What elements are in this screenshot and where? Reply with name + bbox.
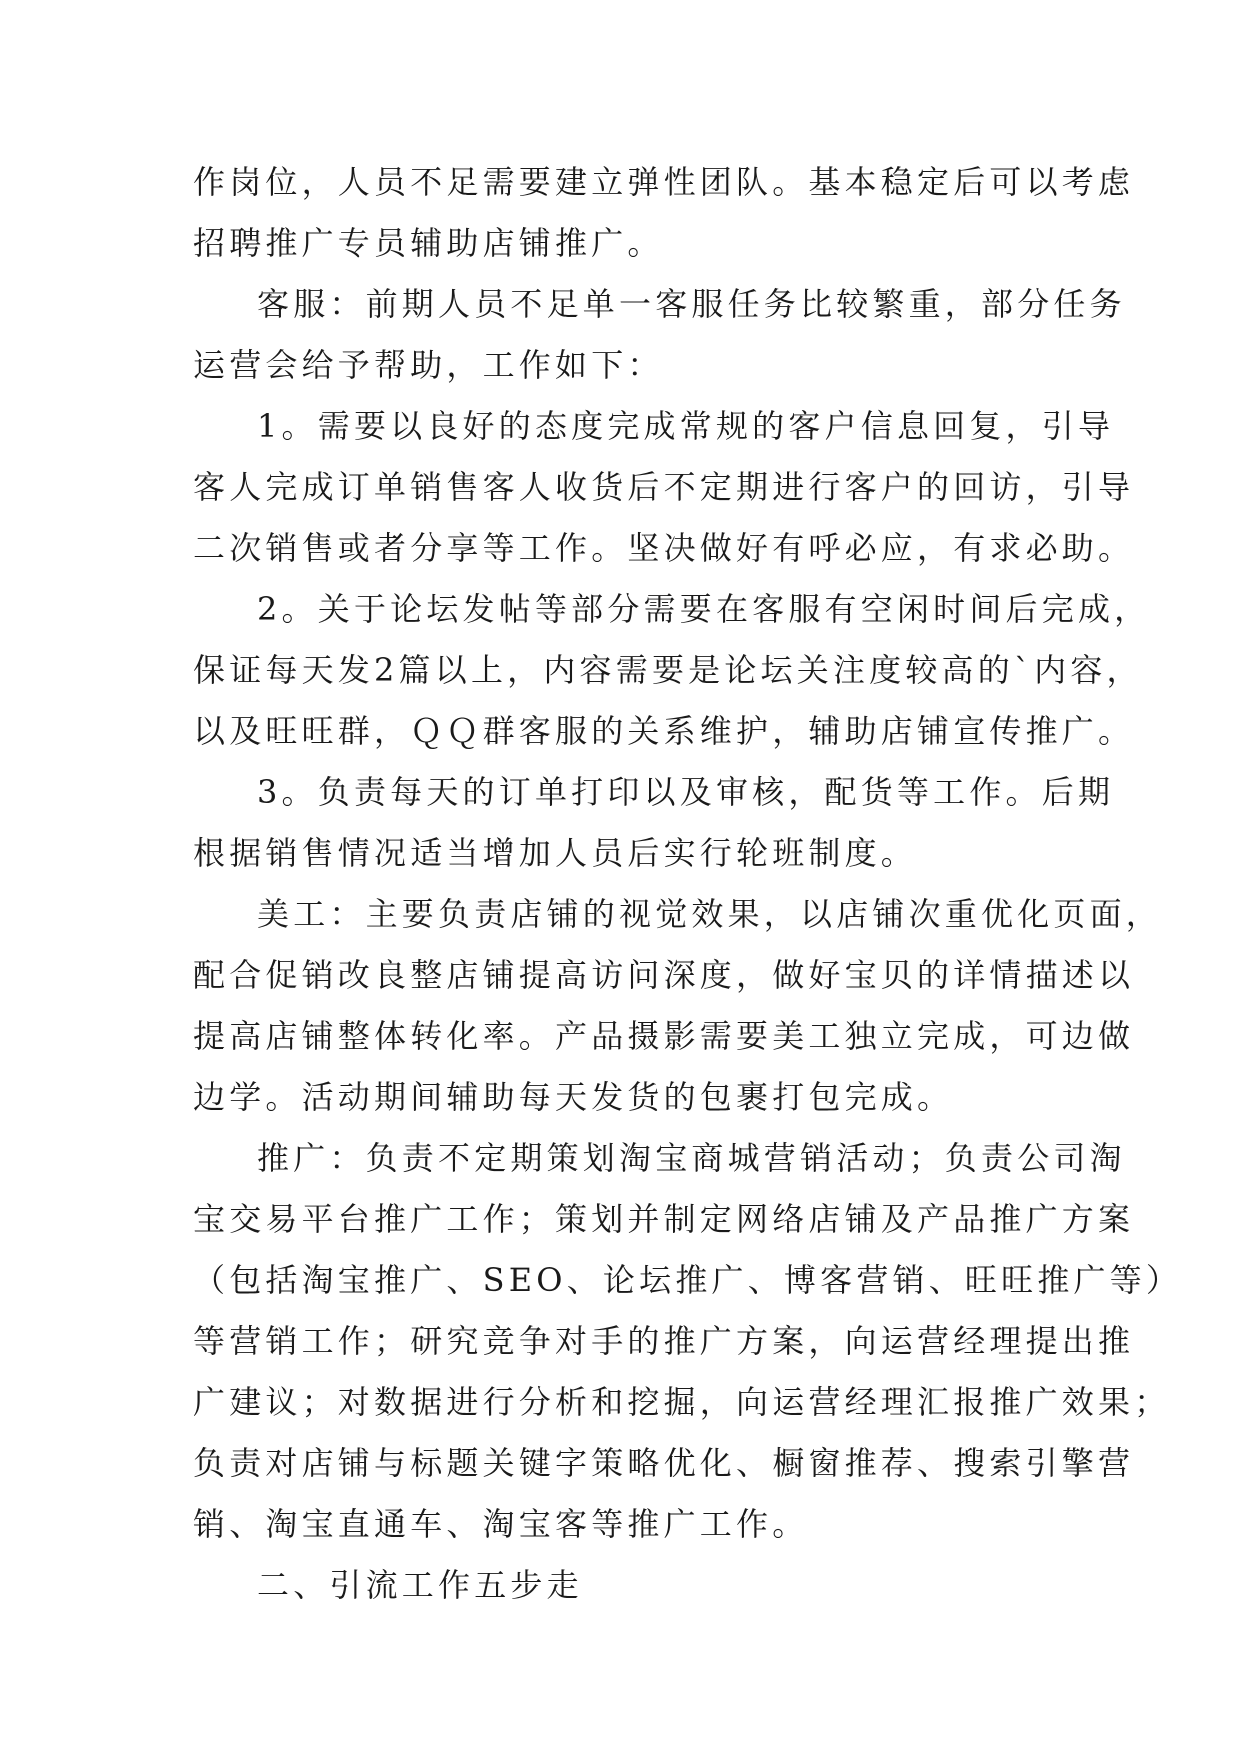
text-line: 二、引流工作五步走 — [257, 1566, 583, 1604]
text-line: 作岗位，人员不足需要建立弹性团队。基本稳定后可以考虑 — [193, 163, 1135, 201]
text-line: 客人完成订单销售客人收货后不定期进行客户的回访，引导 — [193, 468, 1135, 506]
p-cs-item-3 — [193, 762, 1115, 884]
text-line: 宝交易平台推广工作；策划并制定网络店铺及产品推广方案 — [193, 1200, 1135, 1238]
text-line: 提高店铺整体转化率。产品摄影需要美工独立完成，可边做 — [193, 1017, 1135, 1055]
p-cs-item-2 — [193, 579, 1151, 762]
p-promotion — [193, 1128, 1183, 1555]
text-line: 销、淘宝直通车、淘宝客等推广工作。 — [193, 1505, 809, 1543]
text-line: 1。需要以良好的态度完成常规的客户信息回复，引导 — [257, 407, 1115, 445]
document-page — [193, 152, 1183, 1616]
text-line: 二次销售或者分享等工作。坚决做好有呼必应，有求必助。 — [193, 529, 1135, 567]
text-line: 推广：负责不定期策划淘宝商城营销活动；负责公司淘 — [257, 1139, 1126, 1177]
text-line: 3。负责每天的订单打印以及审核，配货等工作。后期 — [257, 773, 1115, 811]
text-line: （包括淘宝推广、SEO、论坛推广、博客营销、旺旺推广等） — [193, 1261, 1183, 1299]
p-team-intro — [193, 152, 1135, 274]
text-line: 广建议；对数据进行分析和挖掘，向运营经理汇报推广效果； — [193, 1383, 1171, 1421]
text-line: 客服：前期人员不足单一客服任务比较繁重，部分任务 — [257, 285, 1126, 323]
text-line: 2。关于论坛发帖等部分需要在客服有空闲时间后完成， — [257, 590, 1151, 628]
p-designer — [193, 884, 1163, 1128]
text-line: 等营销工作；研究竞争对手的推广方案，向运营经理提出推 — [193, 1322, 1135, 1360]
text-line: 以及旺旺群，ＱＱ群客服的关系维护，辅助店铺宣传推广。 — [193, 712, 1135, 750]
text-line: 美工：主要负责店铺的视觉效果，以店铺次重优化页面， — [257, 895, 1163, 933]
p-cs-item-1 — [193, 396, 1135, 579]
text-line: 运营会给予帮助，工作如下： — [193, 346, 664, 384]
text-line: 保证每天发2篇以上，内容需要是论坛关注度较高的`内容， — [193, 651, 1143, 689]
text-line: 招聘推广专员辅助店铺推广。 — [193, 224, 664, 262]
p-customer-service — [193, 274, 1126, 396]
text-line: 根据销售情况适当增加人员后实行轮班制度。 — [193, 834, 918, 872]
text-line: 负责对店铺与标题关键字策略优化、橱窗推荐、搜索引擎营 — [193, 1444, 1135, 1482]
text-line: 边学。活动期间辅助每天发货的包裹打包完成。 — [193, 1078, 954, 1116]
text-line: 配合促销改良整店铺提高访问深度，做好宝贝的详情描述以 — [193, 956, 1135, 994]
p-section-two — [193, 1555, 1053, 1616]
